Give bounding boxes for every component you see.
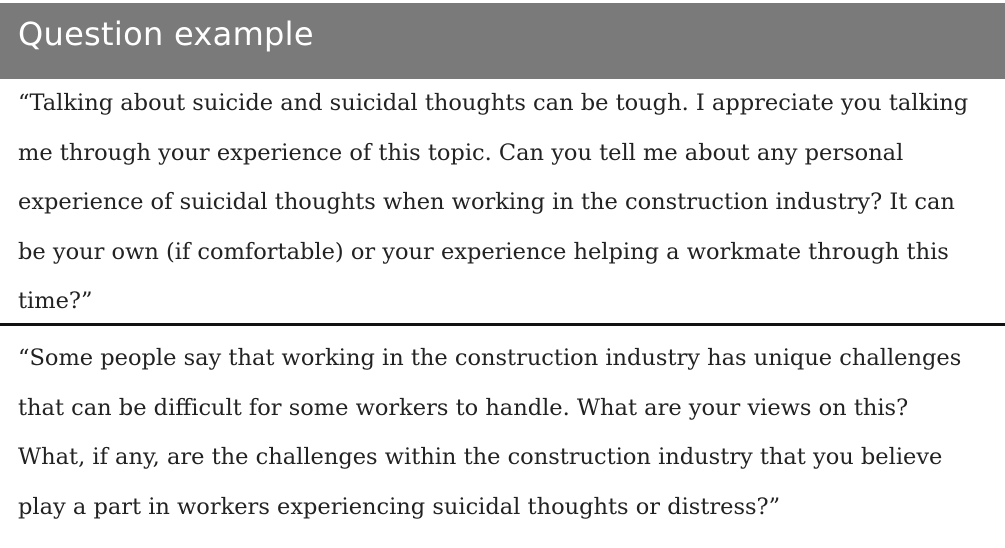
question-text-2 <box>18 334 993 532</box>
question-2-line: that can be difficult for some workers to handle. What are your views on this? <box>18 394 909 421</box>
table-header <box>0 0 1005 79</box>
question-2-line: “Some people say that working in the construction industry has unique challenges <box>18 345 962 371</box>
question-row-2 <box>0 326 1005 548</box>
question-text-1 <box>18 79 993 327</box>
question-1-line: me through your experience of this topic. Can you tell me about any personal <box>18 139 904 166</box>
question-1-line: “Talking about suicide and suicidal thoughts can be tough. I appreciate you talking <box>18 90 969 116</box>
question-2-line: What, if any, are the challenges within the construction industry that you believe <box>18 444 943 470</box>
header-title: Question example <box>18 15 314 53</box>
question-1-line: be your own (if comfortable) or your experience helping a workmate through this <box>18 238 949 265</box>
question-row-1 <box>0 79 1005 323</box>
question-1-line: experience of suicidal thoughts when working in the construction industry? It can <box>18 189 955 215</box>
question-1-line: time?” <box>18 288 93 314</box>
question-2-line: play a part in workers experiencing suicidal thoughts or distress?” <box>18 493 781 520</box>
